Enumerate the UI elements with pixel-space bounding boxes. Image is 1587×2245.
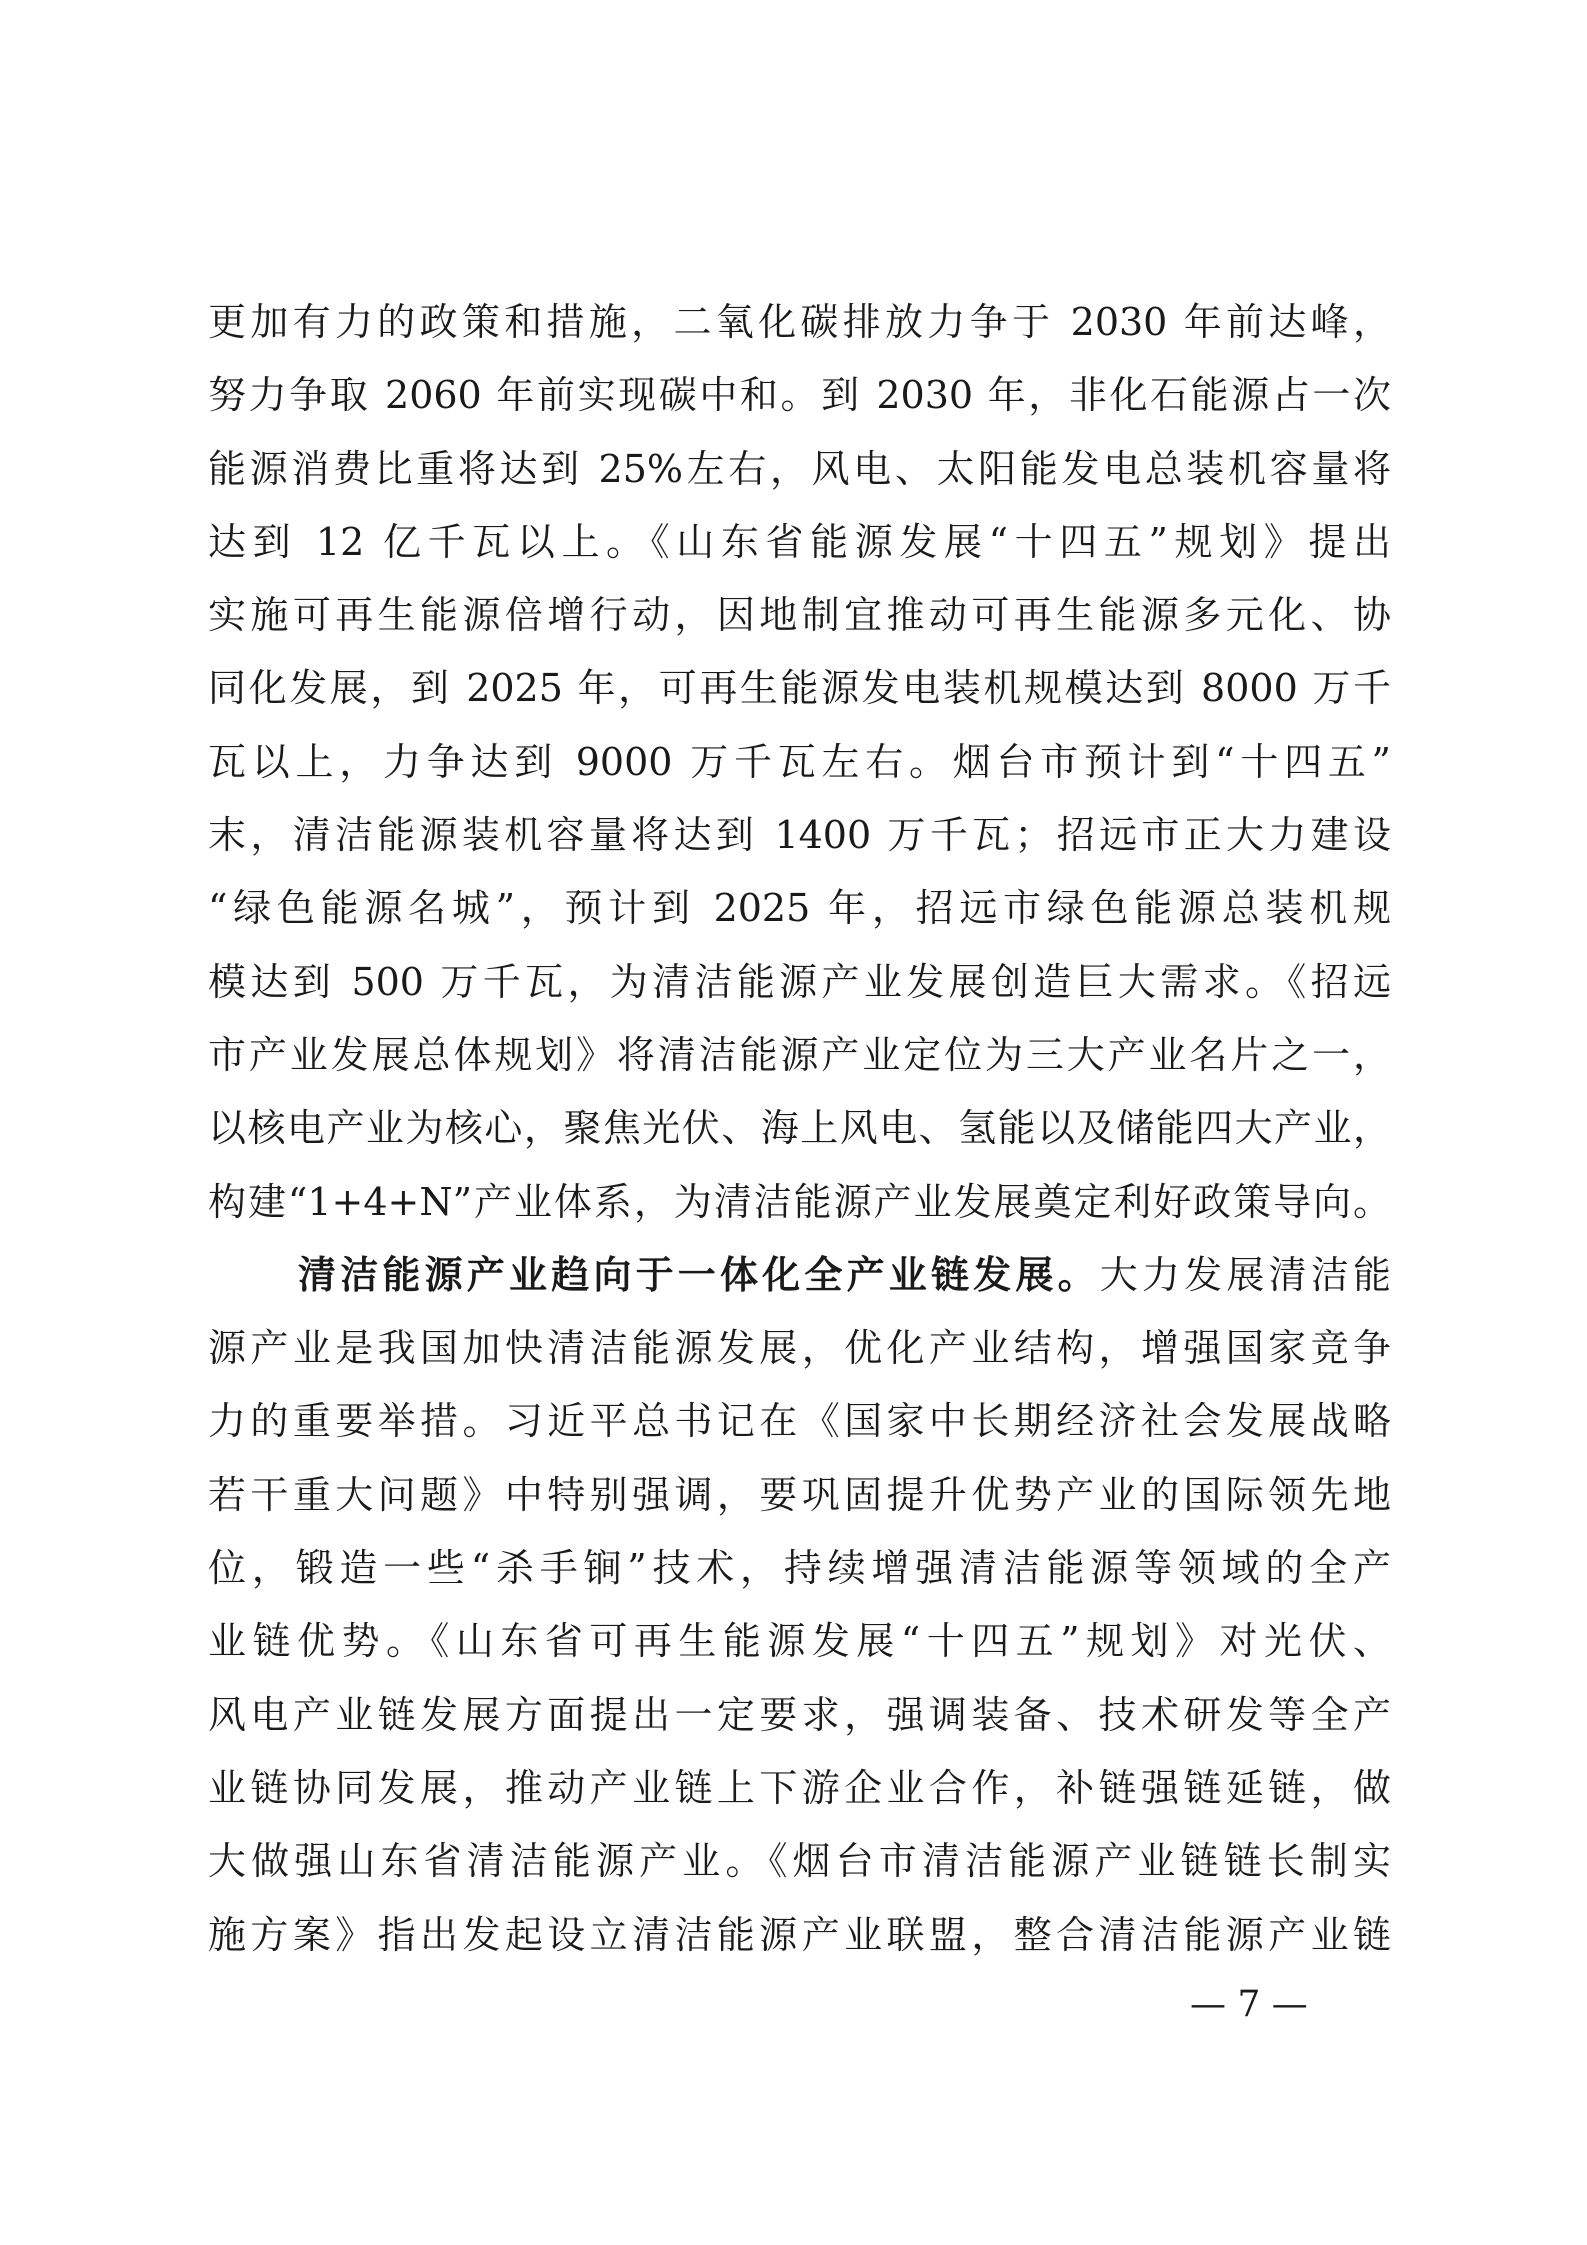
text-line: 风电产业链发展方面提出一定要求，强调装备、技术研发等全产 [208, 1692, 1391, 1737]
text-line: 市产业发展总体规划》将清洁能源产业定位为三大产业名片之一， [208, 1032, 1391, 1077]
text-line: 瓦以上，力争达到 9000 万千瓦左右。烟台市预计到“十四五” [208, 739, 1391, 784]
paragraph-text: 大力发展清洁能 [1099, 1252, 1391, 1297]
text-line: 位，锻造一些“杀手锏”技术，持续增强清洁能源等领域的全产 [208, 1546, 1391, 1591]
paragraph-2 [208, 1245, 1391, 1978]
text-line: 同化发展，到 2025 年，可再生能源发电装机规模达到 8000 万千 [208, 666, 1391, 711]
text-line: 业链优势。《山东省可再生能源发展“十四五”规划》对光伏、 [208, 1619, 1391, 1664]
text-line: 末，清洁能源装机容量将达到 1400 万千瓦；招远市正大力建设 [208, 813, 1391, 858]
text-line: 力的重要举措。习近平总书记在《国家中长期经济社会发展战略 [208, 1399, 1391, 1444]
text-line: 实施可再生能源倍增行动，因地制宜推动可再生能源多元化、协 [208, 593, 1391, 638]
text-line: “绿色能源名城”，预计到 2025 年，招远市绿色能源总装机规 [208, 886, 1391, 931]
text-line: 努力争取 2060 年前实现碳中和。到 2030 年，非化石能源占一次 [208, 373, 1391, 418]
text-line: 更加有力的政策和措施，二氧化碳排放力争于 2030 年前达峰， [208, 300, 1391, 344]
text-line: 业链协同发展，推动产业链上下游企业合作，补链强链延链，做 [208, 1765, 1391, 1810]
text-line: 源产业是我国加快清洁能源发展，优化产业结构，增强国家竞争 [208, 1326, 1391, 1371]
text-line: 大做强山东省清洁能源产业。《烟台市清洁能源产业链链长制实 [208, 1839, 1391, 1884]
paragraph-1 [208, 292, 1391, 1245]
document-body [208, 292, 1391, 1978]
text-line: 施方案》指出发起设立清洁能源产业联盟，整合清洁能源产业链 [208, 1912, 1391, 1957]
paragraph-heading: 清洁能源产业趋向于一体化全产业链发展。 [298, 1251, 1100, 1297]
text-line: 构建“1+4+N”产业体系，为清洁能源产业发展奠定利好政策导向。 [208, 1179, 1391, 1224]
page-number: — 7 — [1190, 1984, 1308, 2025]
text-line: 能源消费比重将达到 25%左右，风电、太阳能发电总装机容量将 [208, 446, 1391, 491]
text-line [208, 1245, 1391, 1318]
text-line: 以核电产业为核心，聚焦光伏、海上风电、氢能以及储能四大产业， [208, 1106, 1391, 1151]
text-line: 达到 12 亿千瓦以上。《山东省能源发展“十四五”规划》提出 [208, 519, 1391, 564]
text-line: 模达到 500 万千瓦，为清洁能源产业发展创造巨大需求。《招远 [208, 959, 1391, 1004]
text-line: 若干重大问题》中特别强调，要巩固提升优势产业的国际领先地 [208, 1472, 1391, 1517]
